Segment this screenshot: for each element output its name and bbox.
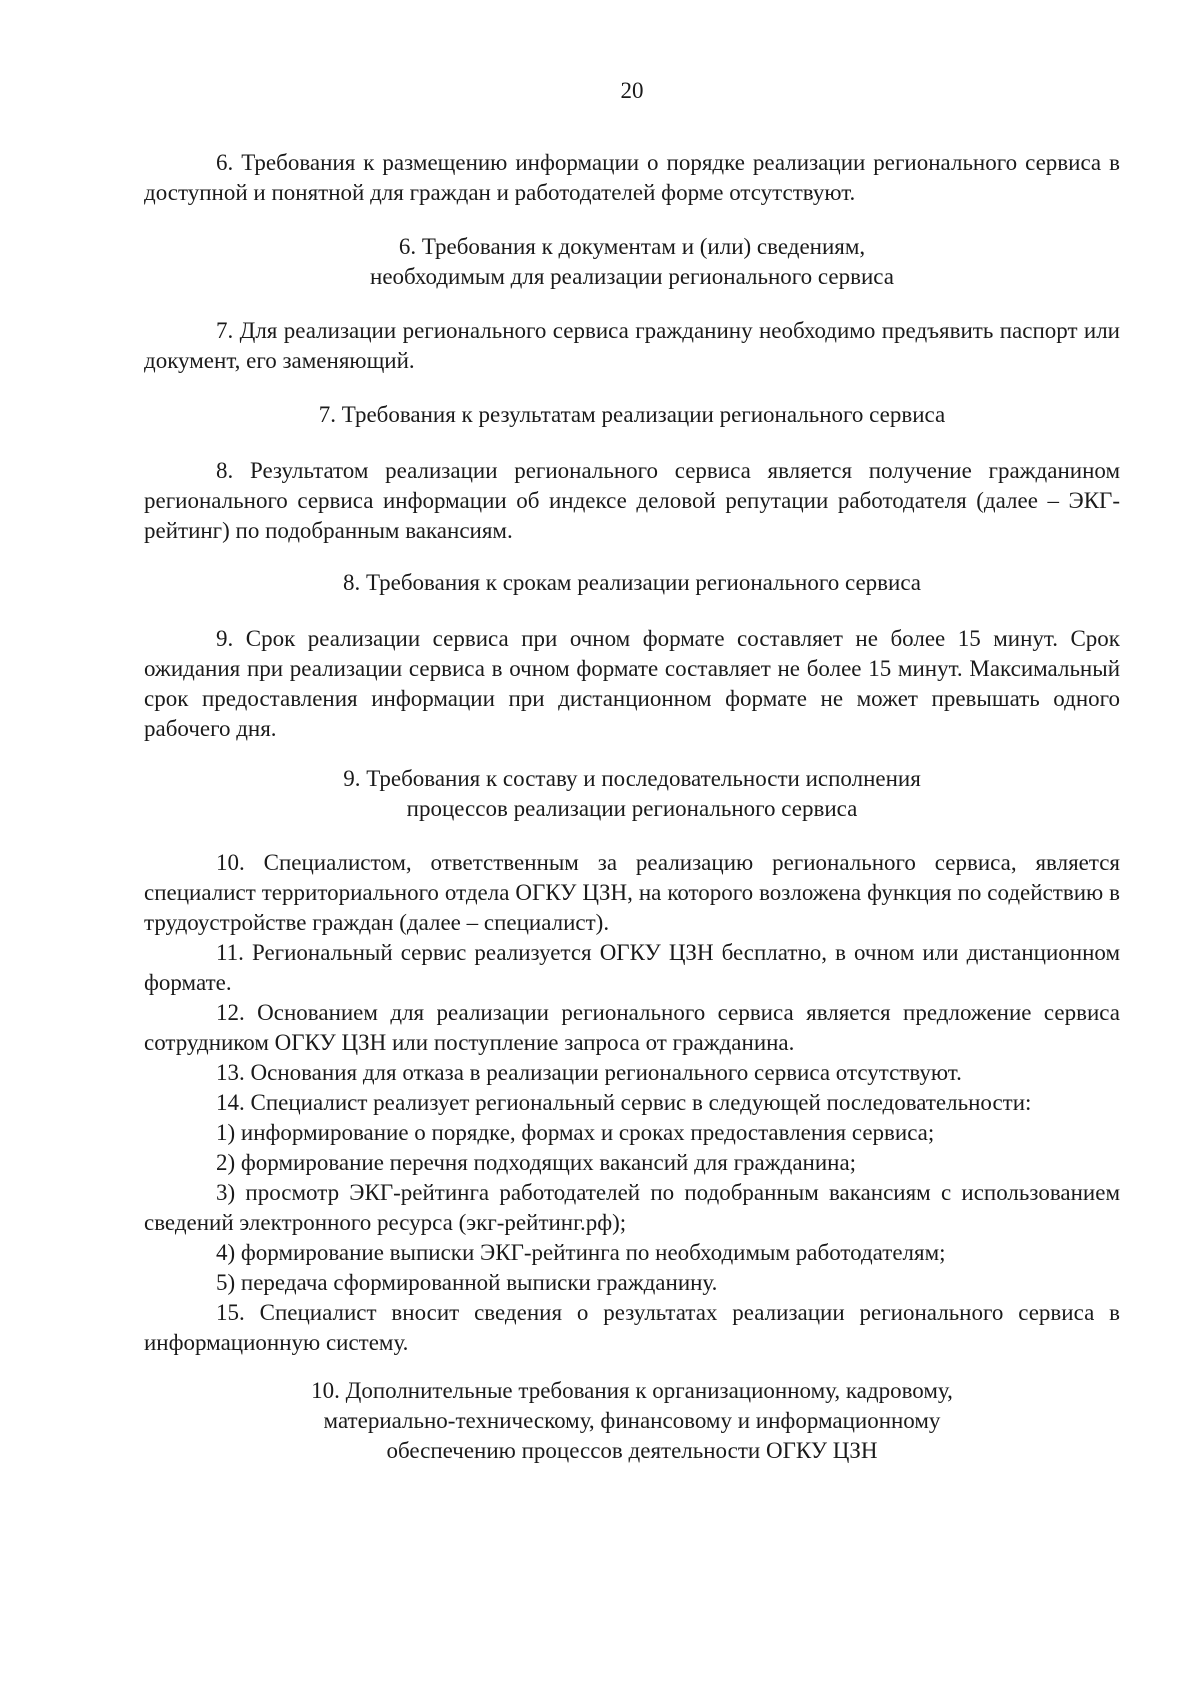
paragraph-13: 13. Основания для отказа в реализации регионального сервиса отсутствуют. xyxy=(216,1060,962,1085)
list-item-2: 2) формирование перечня подходящих вакансий для гражданина; xyxy=(216,1150,857,1175)
heading-6 xyxy=(144,232,1120,292)
paragraph-15: 15. Специалист вносит сведения о результатах реализации регионального сервиса в информационную систему. xyxy=(144,1300,1120,1355)
heading-6-line-2: необходимым для реализации регионального сервиса xyxy=(370,264,894,289)
paragraph-8: 8. Результатом реализации регионального сервиса является получение гражданином регионального сервиса информации об индексе деловой репутации работодателя (далее – ЭКГ-рейтинг) по подобранным вакансиям. xyxy=(144,458,1120,543)
page-number: 20 xyxy=(620,78,644,103)
heading-9 xyxy=(144,764,1120,824)
paragraph-12: 12. Основанием для реализации регионального сервиса является предложение сервиса сотрудником ОГКУ ЦЗН или поступление запроса от гражданина. xyxy=(144,1000,1120,1055)
heading-10-line-1: 10. Дополнительные требования к организационному, кадровому, xyxy=(311,1378,953,1403)
heading-10-line-2: материально-техническому, финансовому и информационному xyxy=(323,1408,941,1433)
section-10-body xyxy=(144,848,1120,1358)
heading-9-line-1: 9. Требования к составу и последовательности исполнения xyxy=(343,766,921,791)
heading-10-line-3: обеспечению процессов деятельности ОГКУ ЦЗН xyxy=(386,1438,878,1463)
section-7-text xyxy=(144,316,1120,376)
paragraph-14: 14. Специалист реализует региональный сервис в следующей последовательности: xyxy=(216,1090,1032,1115)
list-item-3: 3) просмотр ЭКГ-рейтинга работодателей по подобранным вакансиям с использованием сведений электронного ресурса (экг-рейтинг.рф); xyxy=(144,1180,1120,1235)
paragraph-10: 10. Специалистом, ответственным за реализацию регионального сервиса, является специалист территориального отдела ОГКУ ЦЗН, на которого возложена функция по содействию в трудоустройстве граждан (далее – специалист). xyxy=(144,850,1120,935)
paragraph-6: 6. Требования к размещению информации о порядке реализации регионального сервиса в доступной и понятной для граждан и работодателей форме отсутствуют. xyxy=(144,150,1120,205)
section-10-heading xyxy=(144,1376,1120,1466)
heading-7: 7. Требования к результатам реализации регионального сервиса xyxy=(318,402,946,427)
paragraph-11: 11. Региональный сервис реализуется ОГКУ ЦЗН бесплатно, в очном или дистанционном формате. xyxy=(144,940,1120,995)
paragraph-9: 9. Срок реализации сервиса при очном формате составляет не более 15 минут. Срок ожидания при реализации сервиса в очном формате составляет не более 15 минут. Максимальный срок предоставления информации при дистанционном формате не может превышать одного рабочего дня. xyxy=(144,626,1120,741)
heading-10 xyxy=(144,1376,1120,1466)
section-9-text xyxy=(144,624,1120,744)
heading-9-line-2: процессов реализации регионального сервиса xyxy=(406,796,858,821)
paragraph-7: 7. Для реализации регионального сервиса гражданину необходимо предъявить паспорт или документ, его заменяющий. xyxy=(144,318,1120,373)
section-8-text xyxy=(144,456,1120,546)
section-8-heading xyxy=(144,568,1120,598)
list-item-1: 1) информирование о порядке, формах и сроках предоставления сервиса; xyxy=(216,1120,935,1145)
section-7-heading xyxy=(144,400,1120,430)
list-item-5: 5) передача сформированной выписки гражданину. xyxy=(216,1270,718,1295)
section-6-heading xyxy=(144,232,1120,292)
list-item-4: 4) формирование выписки ЭКГ-рейтинга по необходимым работодателям; xyxy=(216,1240,946,1265)
heading-8: 8. Требования к срокам реализации регионального сервиса xyxy=(342,570,922,595)
section-9-heading xyxy=(144,764,1120,824)
section-6-text xyxy=(144,148,1120,208)
heading-6-line-1: 6. Требования к документам и (или) сведениям, xyxy=(398,234,866,259)
